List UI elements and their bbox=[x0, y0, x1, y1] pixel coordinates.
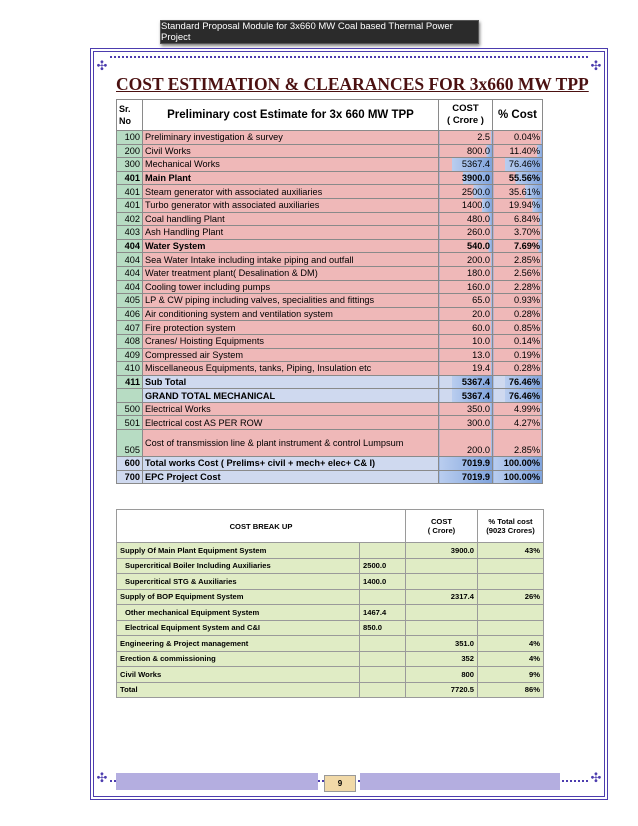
row-description: Cooling tower including pumps bbox=[143, 280, 439, 294]
row-sr-no: 401 bbox=[117, 198, 143, 212]
row-cost: 200.0 bbox=[439, 253, 493, 267]
row-description: Miscellaneous Equipments, tanks, Piping, Insulation etc bbox=[143, 362, 439, 376]
row-sr-no: 100 bbox=[117, 131, 143, 145]
breakup-label: Supply Of Main Plant Equipment System bbox=[117, 543, 360, 559]
breakup-label: Erection & commissioning bbox=[117, 651, 360, 667]
page-number: 9 bbox=[324, 775, 356, 792]
row-description: Turbo generator with associated auxiliaries bbox=[143, 198, 439, 212]
page-title: COST ESTIMATION & CLEARANCES FOR 3x660 MW TPP bbox=[116, 74, 589, 94]
row-sr-no: 404 bbox=[117, 239, 143, 253]
breakup-pct bbox=[478, 620, 544, 636]
row-cost: 260.0 bbox=[439, 226, 493, 240]
breakup-header-row bbox=[117, 510, 544, 543]
row-description: Preliminary investigation & survey bbox=[143, 131, 439, 145]
row-sr-no: 404 bbox=[117, 280, 143, 294]
row-percent: 6.84% bbox=[493, 212, 543, 226]
breakup-sub bbox=[360, 543, 406, 559]
row-percent: 0.93% bbox=[493, 294, 543, 308]
breakup-header-cost-line1: COST bbox=[430, 517, 453, 526]
row-cost: 5367.4 bbox=[439, 389, 493, 403]
row-cost: 200.0 bbox=[439, 430, 493, 457]
breakup-cost: 2317.4 bbox=[406, 589, 478, 605]
table-row bbox=[117, 321, 543, 335]
row-description: Cranes/ Hoisting Equipments bbox=[143, 334, 439, 348]
breakup-label: Supercritical Boiler Including Auxiliaries bbox=[117, 558, 360, 574]
breakup-header-pct-line2: (9023 Crores) bbox=[486, 526, 535, 535]
row-sr-no: 405 bbox=[117, 294, 143, 308]
row-description: GRAND TOTAL MECHANICAL bbox=[143, 389, 439, 403]
breakup-header-percent bbox=[478, 510, 544, 543]
breakup-label: Supercritical STG & Auxiliaries bbox=[117, 574, 360, 590]
breakup-pct bbox=[478, 574, 544, 590]
row-cost: 2.5 bbox=[439, 131, 493, 145]
cost-estimate-table bbox=[116, 99, 543, 484]
cost-breakup-body bbox=[117, 510, 544, 698]
table-row bbox=[117, 375, 543, 389]
row-percent: 0.19% bbox=[493, 348, 543, 362]
breakup-row bbox=[117, 543, 544, 559]
table-row bbox=[117, 185, 543, 199]
row-sr-no: 403 bbox=[117, 226, 143, 240]
breakup-pct: 4% bbox=[478, 636, 544, 652]
page-footer bbox=[116, 773, 560, 793]
row-percent: 55.56% bbox=[493, 171, 543, 185]
row-cost: 10.0 bbox=[439, 334, 493, 348]
breakup-sub bbox=[360, 667, 406, 683]
row-cost: 65.0 bbox=[439, 294, 493, 308]
corner-ornament-icon: ✣ bbox=[96, 58, 108, 73]
row-sr-no bbox=[117, 389, 143, 403]
breakup-label: Other mechanical Equipment System bbox=[117, 605, 360, 621]
footer-bar-right bbox=[360, 773, 560, 790]
table-row bbox=[117, 212, 543, 226]
header-sr-line1: Sr. bbox=[119, 104, 131, 114]
header-sr-line2: No bbox=[119, 116, 131, 126]
row-description: Mechanical Works bbox=[143, 158, 439, 172]
breakup-pct bbox=[478, 558, 544, 574]
row-sr-no: 408 bbox=[117, 334, 143, 348]
table-row bbox=[117, 362, 543, 376]
table-row bbox=[117, 158, 543, 172]
row-description: Electrical cost AS PER ROW bbox=[143, 416, 439, 430]
breakup-cost bbox=[406, 574, 478, 590]
row-percent: 0.85% bbox=[493, 321, 543, 335]
row-cost: 300.0 bbox=[439, 416, 493, 430]
row-percent: 35.61% bbox=[493, 185, 543, 199]
row-sr-no: 406 bbox=[117, 307, 143, 321]
breakup-pct: 86% bbox=[478, 682, 544, 698]
breakup-row bbox=[117, 682, 544, 698]
breakup-header-cost bbox=[406, 510, 478, 543]
row-cost: 480.0 bbox=[439, 212, 493, 226]
table-row bbox=[117, 280, 543, 294]
breakup-row bbox=[117, 574, 544, 590]
breakup-row bbox=[117, 605, 544, 621]
row-description: Cost of transmission line & plant instrument & control Lumpsum bbox=[143, 430, 439, 457]
breakup-row bbox=[117, 558, 544, 574]
row-description: Sub Total bbox=[143, 375, 439, 389]
row-percent: 19.94% bbox=[493, 198, 543, 212]
breakup-cost bbox=[406, 558, 478, 574]
table-row bbox=[117, 334, 543, 348]
row-percent: 76.46% bbox=[493, 375, 543, 389]
cost-breakup-table bbox=[116, 509, 544, 698]
breakup-pct bbox=[478, 605, 544, 621]
corner-ornament-icon: ✣ bbox=[96, 770, 108, 785]
row-description: Fire protection system bbox=[143, 321, 439, 335]
row-sr-no: 411 bbox=[117, 375, 143, 389]
breakup-pct: 26% bbox=[478, 589, 544, 605]
breakup-header-pct-line1: % Total cost bbox=[488, 517, 533, 526]
row-description: Air conditioning system and ventilation system bbox=[143, 307, 439, 321]
document-header bbox=[160, 20, 479, 44]
cost-estimate-body bbox=[117, 131, 543, 484]
table-row bbox=[117, 266, 543, 280]
breakup-sub bbox=[360, 589, 406, 605]
header-cost-line2: ( Crore ) bbox=[447, 115, 484, 126]
row-sr-no: 402 bbox=[117, 212, 143, 226]
table-row bbox=[117, 430, 543, 457]
row-description: Main Plant bbox=[143, 171, 439, 185]
row-percent: 2.85% bbox=[493, 430, 543, 457]
row-percent: 2.28% bbox=[493, 280, 543, 294]
row-cost: 60.0 bbox=[439, 321, 493, 335]
row-percent: 0.14% bbox=[493, 334, 543, 348]
row-percent: 11.40% bbox=[493, 144, 543, 158]
breakup-row bbox=[117, 667, 544, 683]
breakup-row bbox=[117, 651, 544, 667]
row-cost: 20.0 bbox=[439, 307, 493, 321]
header-cost-line1: COST bbox=[452, 103, 479, 114]
row-cost: 180.0 bbox=[439, 266, 493, 280]
row-description: EPC Project Cost bbox=[143, 470, 439, 484]
row-sr-no: 401 bbox=[117, 171, 143, 185]
table-row bbox=[117, 307, 543, 321]
corner-ornament-icon: ✣ bbox=[590, 58, 602, 73]
breakup-cost: 800 bbox=[406, 667, 478, 683]
row-cost: 2500.0 bbox=[439, 185, 493, 199]
row-percent: 100.00% bbox=[493, 470, 543, 484]
breakup-sub bbox=[360, 682, 406, 698]
breakup-sub: 1400.0 bbox=[360, 574, 406, 590]
table-row bbox=[117, 226, 543, 240]
row-description: Steam generator with associated auxiliaries bbox=[143, 185, 439, 199]
breakup-row bbox=[117, 589, 544, 605]
breakup-pct: 9% bbox=[478, 667, 544, 683]
footer-bar-left bbox=[116, 773, 318, 790]
row-percent: 0.28% bbox=[493, 362, 543, 376]
row-cost: 5367.4 bbox=[439, 158, 493, 172]
header-title: Standard Proposal Module for 3x660 MW Coal based Thermal Power Project bbox=[161, 21, 453, 43]
row-sr-no: 401 bbox=[117, 185, 143, 199]
header-percent-cost: % Cost bbox=[493, 100, 543, 131]
breakup-cost bbox=[406, 620, 478, 636]
table-row bbox=[117, 416, 543, 430]
header-cost bbox=[439, 100, 493, 131]
row-cost: 3900.0 bbox=[439, 171, 493, 185]
border-dotted-top bbox=[110, 56, 588, 58]
table-row bbox=[117, 389, 543, 403]
row-percent: 0.28% bbox=[493, 307, 543, 321]
row-percent: 4.27% bbox=[493, 416, 543, 430]
breakup-sub: 2500.0 bbox=[360, 558, 406, 574]
row-cost: 540.0 bbox=[439, 239, 493, 253]
breakup-cost: 352 bbox=[406, 651, 478, 667]
breakup-label: Civil Works bbox=[117, 667, 360, 683]
table-row bbox=[117, 470, 543, 484]
row-cost: 7019.9 bbox=[439, 470, 493, 484]
row-description: Coal handling Plant bbox=[143, 212, 439, 226]
row-sr-no: 300 bbox=[117, 158, 143, 172]
row-cost: 1400.0 bbox=[439, 198, 493, 212]
breakup-label: Supply of BOP Equipment System bbox=[117, 589, 360, 605]
row-sr-no: 505 bbox=[117, 430, 143, 457]
table-row bbox=[117, 131, 543, 145]
table-row bbox=[117, 253, 543, 267]
table-row bbox=[117, 144, 543, 158]
row-sr-no: 404 bbox=[117, 266, 143, 280]
corner-ornament-icon: ✣ bbox=[590, 770, 602, 785]
table-row bbox=[117, 198, 543, 212]
row-description: Electrical Works bbox=[143, 402, 439, 416]
row-cost: 7019.9 bbox=[439, 457, 493, 471]
row-percent: 76.46% bbox=[493, 389, 543, 403]
breakup-pct: 43% bbox=[478, 543, 544, 559]
header-sr-no bbox=[117, 100, 143, 131]
row-percent: 2.85% bbox=[493, 253, 543, 267]
breakup-header-cost-line2: ( Crore) bbox=[427, 526, 456, 535]
table-row bbox=[117, 402, 543, 416]
row-sr-no: 407 bbox=[117, 321, 143, 335]
breakup-sub: 850.0 bbox=[360, 620, 406, 636]
row-description: Sea Water Intake including intake piping and outfall bbox=[143, 253, 439, 267]
breakup-cost: 351.0 bbox=[406, 636, 478, 652]
row-sr-no: 410 bbox=[117, 362, 143, 376]
row-percent: 3.70% bbox=[493, 226, 543, 240]
row-cost: 13.0 bbox=[439, 348, 493, 362]
breakup-label: Total bbox=[117, 682, 360, 698]
row-description: Ash Handling Plant bbox=[143, 226, 439, 240]
row-description: LP & CW piping including valves, specialities and fittings bbox=[143, 294, 439, 308]
row-cost: 800.0 bbox=[439, 144, 493, 158]
row-sr-no: 404 bbox=[117, 253, 143, 267]
header-description: Preliminary cost Estimate for 3x 660 MW TPP bbox=[143, 100, 439, 131]
row-description: Water System bbox=[143, 239, 439, 253]
breakup-row bbox=[117, 636, 544, 652]
breakup-pct: 4% bbox=[478, 651, 544, 667]
row-description: Total works Cost ( Prelims+ civil + mech+ elec+ C& I) bbox=[143, 457, 439, 471]
table-row bbox=[117, 294, 543, 308]
row-sr-no: 600 bbox=[117, 457, 143, 471]
table-row bbox=[117, 239, 543, 253]
breakup-sub: 1467.4 bbox=[360, 605, 406, 621]
row-cost: 350.0 bbox=[439, 402, 493, 416]
row-sr-no: 200 bbox=[117, 144, 143, 158]
row-percent: 7.69% bbox=[493, 239, 543, 253]
table-row bbox=[117, 457, 543, 471]
row-sr-no: 700 bbox=[117, 470, 143, 484]
row-percent: 0.04% bbox=[493, 131, 543, 145]
row-sr-no: 409 bbox=[117, 348, 143, 362]
breakup-sub bbox=[360, 636, 406, 652]
breakup-sub bbox=[360, 651, 406, 667]
row-cost: 19.4 bbox=[439, 362, 493, 376]
row-percent: 2.56% bbox=[493, 266, 543, 280]
breakup-cost bbox=[406, 605, 478, 621]
row-cost: 160.0 bbox=[439, 280, 493, 294]
row-percent: 4.99% bbox=[493, 402, 543, 416]
breakup-header-label: COST BREAK UP bbox=[117, 510, 406, 543]
row-cost: 5367.4 bbox=[439, 375, 493, 389]
row-percent: 76.46% bbox=[493, 158, 543, 172]
table-row bbox=[117, 171, 543, 185]
breakup-cost: 7720.5 bbox=[406, 682, 478, 698]
breakup-label: Electrical Equipment System and C&I bbox=[117, 620, 360, 636]
row-description: Civil Works bbox=[143, 144, 439, 158]
breakup-label: Engineering & Project management bbox=[117, 636, 360, 652]
row-sr-no: 500 bbox=[117, 402, 143, 416]
row-description: Water treatment plant( Desalination & DM) bbox=[143, 266, 439, 280]
table-row bbox=[117, 348, 543, 362]
breakup-row bbox=[117, 620, 544, 636]
breakup-cost: 3900.0 bbox=[406, 543, 478, 559]
table-header-row bbox=[117, 100, 543, 131]
row-percent: 100.00% bbox=[493, 457, 543, 471]
row-sr-no: 501 bbox=[117, 416, 143, 430]
row-description: Compressed air System bbox=[143, 348, 439, 362]
